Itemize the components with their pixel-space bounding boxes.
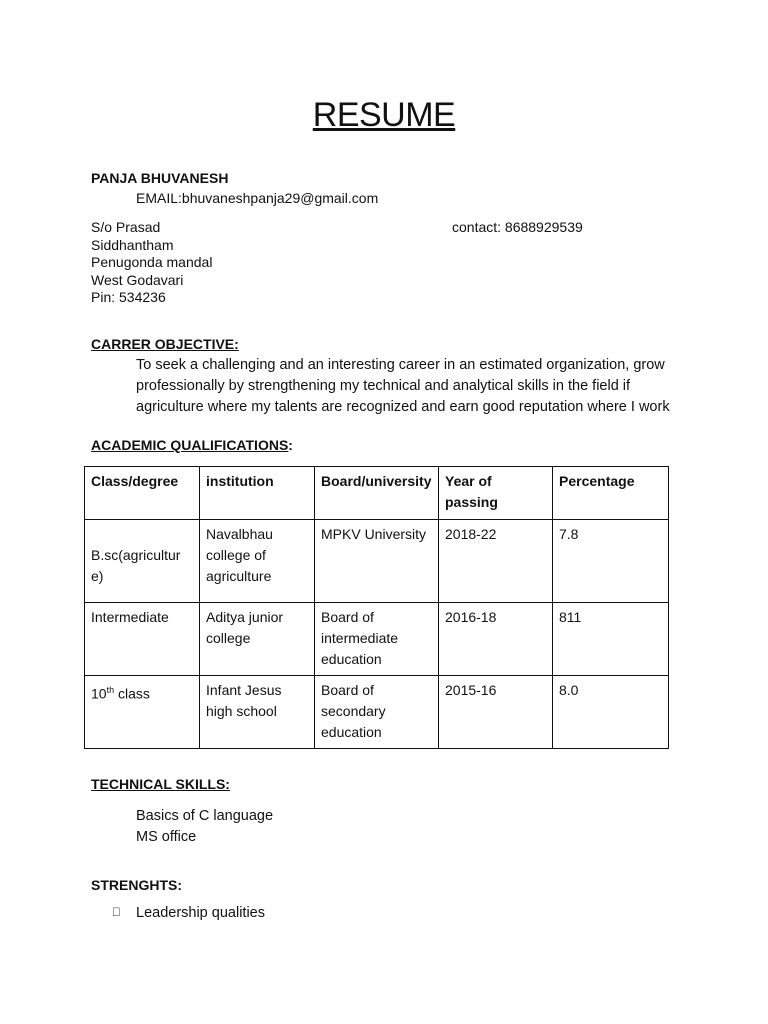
technical-skills-heading: TECHNICAL SKILLS: bbox=[91, 776, 230, 792]
email-line: EMAIL:bhuvaneshpanja29@gmail.com bbox=[136, 190, 379, 206]
table-cell: Infant Jesus high school bbox=[200, 676, 315, 749]
career-objective-text bbox=[136, 355, 696, 418]
address-line: West Godavari bbox=[91, 271, 184, 288]
class-superscript: th bbox=[106, 685, 115, 695]
column-header: Board/university bbox=[315, 467, 439, 520]
table-cell: 2018-22 bbox=[439, 520, 553, 603]
class-suffix: class bbox=[114, 685, 150, 702]
address-line: Siddhantham bbox=[91, 236, 174, 253]
address-block bbox=[91, 219, 212, 307]
table-cell: Aditya junior college bbox=[200, 603, 315, 676]
class-number: 10 bbox=[91, 685, 107, 702]
strengths-heading: STRENGHTS: bbox=[91, 877, 182, 893]
strength-item: Leadership qualities bbox=[136, 905, 265, 921]
academic-heading-text: ACADEMIC QUALIFICATIONS bbox=[91, 437, 289, 453]
skill-item: Basics of C language bbox=[136, 808, 274, 824]
column-header: Percentage bbox=[553, 467, 669, 520]
objective-line: To seek a challenging and an interesting career in an estimated organization, grow bbox=[136, 357, 665, 373]
table-cell: B.sc(agricultur e) bbox=[85, 520, 200, 603]
address-line: S/o Prasad bbox=[91, 219, 161, 235]
contact-number: contact: 8688929539 bbox=[452, 219, 583, 235]
bullet-icon bbox=[112, 905, 121, 919]
objective-line: agriculture where my talents are recognized and earn good reputation where I work bbox=[136, 399, 670, 415]
objective-line: professionally by strengthening my technical and analytical skills in the field if bbox=[136, 378, 631, 394]
table-row bbox=[85, 520, 669, 603]
table-cell: 2015-16 bbox=[439, 676, 553, 749]
table-cell: Board of intermediate education bbox=[315, 603, 439, 676]
table-cell: MPKV University bbox=[315, 520, 439, 603]
column-header: Class/degree bbox=[85, 467, 200, 520]
column-header: Year of passing bbox=[439, 467, 553, 520]
table-cell bbox=[85, 676, 200, 749]
academic-heading bbox=[91, 437, 293, 453]
table-cell: 8.0 bbox=[553, 676, 669, 749]
table-row bbox=[85, 676, 669, 749]
table-cell: 2016-18 bbox=[439, 603, 553, 676]
table-cell: Navalbhau college of agriculture bbox=[200, 520, 315, 603]
candidate-name: PANJA BHUVANESH bbox=[91, 170, 229, 186]
address-line: Pin: 534236 bbox=[91, 289, 166, 305]
academic-heading-colon: : bbox=[288, 437, 293, 453]
academic-qualifications-table bbox=[84, 466, 669, 749]
table-row bbox=[85, 603, 669, 676]
table-cell: 7.8 bbox=[553, 520, 669, 603]
column-header: institution bbox=[200, 467, 315, 520]
address-line: Penugonda mandal bbox=[91, 254, 213, 270]
table-cell: Intermediate bbox=[85, 603, 200, 676]
resume-title: RESUME bbox=[312, 96, 456, 134]
career-objective-heading: CARRER OBJECTIVE: bbox=[91, 336, 239, 352]
table-cell: 811 bbox=[553, 603, 669, 676]
table-cell: Board of secondary education bbox=[315, 676, 439, 749]
skill-item: MS office bbox=[136, 829, 197, 845]
table-header-row bbox=[85, 467, 669, 520]
technical-skills-list bbox=[136, 806, 273, 848]
